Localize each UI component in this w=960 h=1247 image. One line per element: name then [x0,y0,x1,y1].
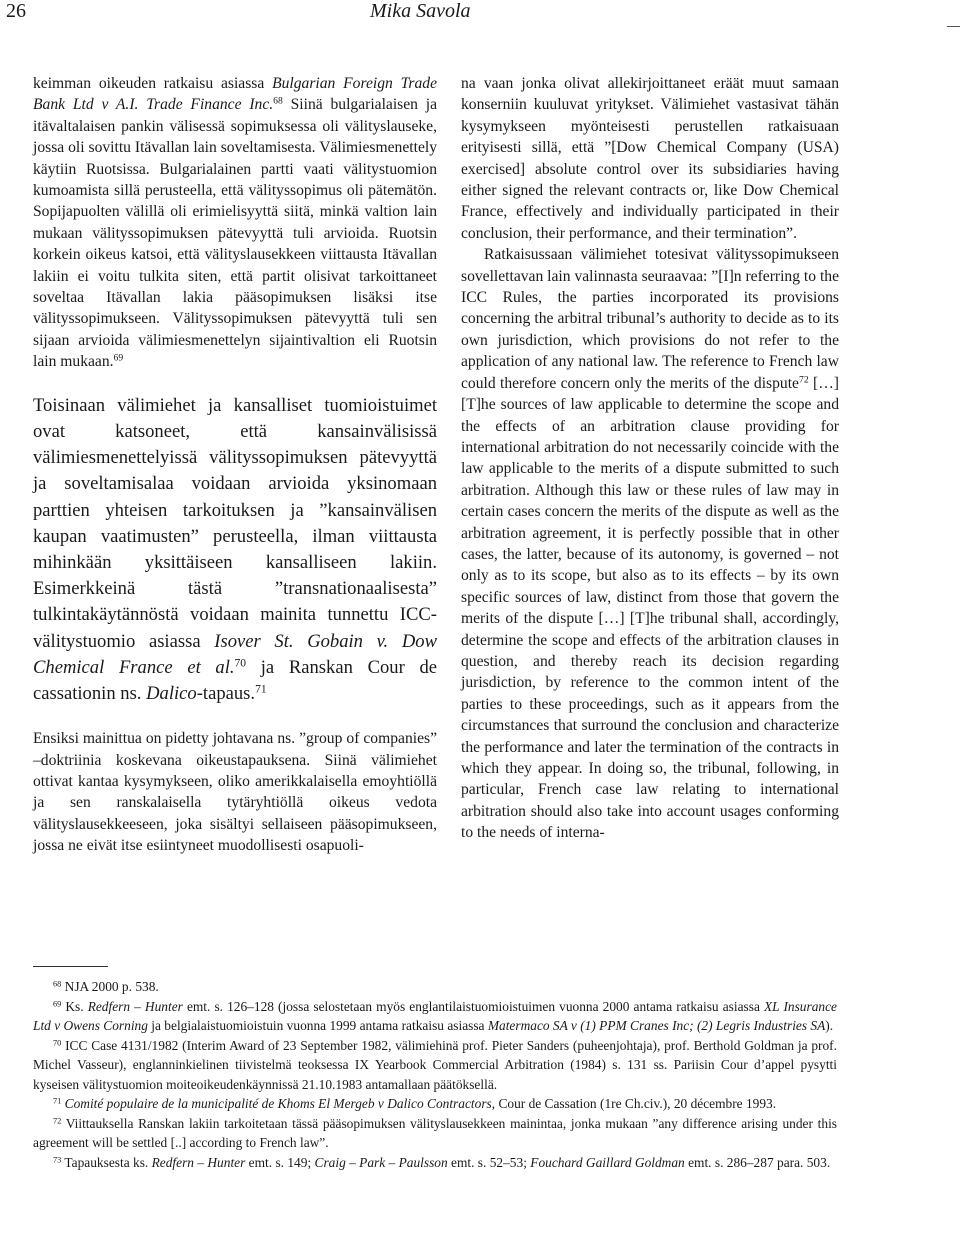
right-paragraph-2: Ratkaisussaan välimiehet totesivat välityssopimukseen sovellettavan lain valinnasta seuraavaa: ”[I]n referring to the ICC Rules, the parties incorporated its provisions concerning the arbitral tribunal’s authority to decide as to its own jurisdiction, which provisions do not refer to the application of any national law. The reference to French law could therefore concern only the merits of the dispute$^{72}$ […] [T]he sources of law applicable to determine the scope and the effects of an arbitration clause providing for international arbitration do not necessarily coincide with the law applicable to the merits of a dispute submitted to such arbitration. Although this law or these rules of law may in certain cases concern the merits of the dispute as well as the arbitration agreement, it is perfectly possible that in other cases, the latter, because of its autonomy, is governed – not only as to its scope, but also as to its effects – by its own specific sources of law, distinct from those that govern the merits of the dispute […] [T]he tribunal shall, accordingly, determine the scope and effects of the arbitration clauses in question, and thereby reach its decision regarding jurisdiction, by reference to the common intent of the parties to these proceedings, such as it appears from the circumstances that surround the conclusion and characterize the performance and later the termination of the contracts in which they appear. In doing so, the tribunal, following, in particular, French case law relating to international arbitration should also take into account usages conforming to the needs of interna- [461,246,839,842]
header-rule [947,26,960,27]
footnote-ref-68[interactable]: 68 [273,96,283,108]
page-number: 26 [6,0,26,22]
right-paragraph-1: na vaan jonka olivat allekirjoittaneet eräät muut samaan konserniin kuuluvat yritykset. Välimiehet vastasivat tähän kysymykseen myönteisesti perustellen ratkaisuaan erityisesti sillä, että ”[Dow Chemical Company (USA) exercised] absolute control over its subsidiaries having either signed the relevant contracts or, like Dow Chemical France, effectively and individually participated in their conclusion, their performance, and their termination”. [461,75,839,242]
footnote-71: $^{71}$ Comité populaire de la municipalité de Khoms El Mergeb v Dalico Contractors, Cour de Cassation (1re Ch.civ.), 20 décembre 1993. [53,1096,777,1111]
case-excerpt [33,728,437,856]
footnote-72: $^{72}$ Viittauksella Ranskan lakiin tarkoitetaan tässä pääsopimuksen välityslausekkeen mainintaa, jonka mukaan ”any difference arising under this agreement will be settled [..] according to French law”. [33,1115,837,1150]
footnote-70: $^{70}$ ICC Case 4131/1982 (Interim Award of 23 September 1982, välimiehinä prof. Pieter Sanders (puheenjohtaja), prof. Berthold Goldman ja prof. Michel Vasseur), englanninkielinen tiivistelmä teoksessa IX Yearbook Commercial Arbitration (1984) s. 131 ss. Pariisin Cour d’appel pysytti kyseisen välitystuomion moiteoikeudenkäynnissä 21.10.1983 antamallaan päätöksellä. [33,1037,837,1092]
footnote-68: $^{68}$ NJA 2000 p. 538. [53,979,159,994]
running-head: Mika Savola [370,0,471,22]
footnote-ref-71[interactable]: 71 [255,683,267,696]
body-text [33,393,437,707]
case-summary-paragraph: keimman oikeuden ratkaisu asiassa Bulgarian Foreign Trade Bank Ltd v A.I. Trade Finance Inc.$^{68}$ Siinä bulgarialaisen ja itävaltalaisen pankin välisessä sopimuksessa oli välityslauseke, jossa oli sovittu Itävallan lain soveltamisesta. Välimiesmenettely käytiin Ruotsissa. Bulgarialainen partti vaati välitystuomion kumoamista sillä perusteella, että välityssopimus oli pätemätön. Sopijapuolten välillä oli erimielisyyttä siitä, minkä valtion lain mukaan välityssopimuksen pätevyyttä tuli arvioida. Ruotsin korkein oikeus katsoi, että välityslausekkeen viittausta Itävallan lakiin ei voitu tulkita siten, että partit olisivat tarkoittaneet soveltaa Itävallan lakia pääsopimuksen lisäksi itse välityssopimukseen. Välityssopimuksen pätevyyttä tuli sen sijaan arvioida välimiesmenettelyn sijaintivaltion eli Ruotsin lain mukaan.$^{69}$ [33,75,438,371]
body-paragraph: Toisinaan välimiehet ja kansalliset tuomioistuimet ovat katsoneet, että kansainvälisissä välimiesmenettelyissä välityssopimuksen pätevyyttä ja soveltamisalaa voidaan arvioida yksinomaan parttien yhteisen tarkoituksen ja ”kansainvälisen kaupan vaatimusten” perusteella, ilman viittausta mihinkään yksittäiseen kansalliseen lakiin. Esimerkkeinä tästä ”transnationaalisesta” tulkintakäytännöstä voidaan mainita tunnettu ICC-välitystuomio asiassa Isover St. Gobain v. Dow Chemical France et al.$^{70}$ ja Ranskan Cour de cassationin ns. Dalico-tapaus.$^{71}$ [33,394,437,704]
right-column [461,73,839,844]
footnote-69: $^{69}$ Ks. Redfern – Hunter emt. s. 126–128 (jossa selostetaan myös englantilaistuomioistuimen vuonna 2000 antama ratkaisu asiassa XL Insurance Ltd v Owens Corning ja belgialaistuomioistuin vuonna 1999 antama ratkaisu asiassa Matermaco SA v (1) PPM Cranes Inc; (2) Legris Industries SA). [33,998,837,1033]
page-header [0,0,960,28]
footnotes [33,977,837,1172]
footnote-73: $^{73}$ Tapauksesta ks. Redfern – Hunter emt. s. 149; Craig – Park – Paulsson emt. s. 52–53; Fouchard Gaillard Goldman emt. s. 286–287 para. 503. [53,1154,831,1170]
footnote-ref-72[interactable]: 72 [798,374,809,386]
left-column [33,73,437,857]
footnote-ref-70[interactable]: 70 [234,657,247,670]
case-summary [33,73,437,373]
excerpt-paragraph: Ensiksi mainittua on pidetty johtavana ns. ”group of companies” –doktriinia koskevana oikeustapauksena. Siinä välimiehet ottivat kantaa kysymykseen, oliko amerikkalaisella emoyhtiöllä ja sen ranskalaisella tytäryhtiöllä oikeus vedota välityslausekkeeseen, joka sisältyi sellaiseen pääsopimukseen, jossa ne eivät itse esiintyneet muodollisesti osapuoli- [33,730,437,855]
footnote-ref-69[interactable]: 69 [113,352,124,364]
footnote-separator [33,966,108,967]
